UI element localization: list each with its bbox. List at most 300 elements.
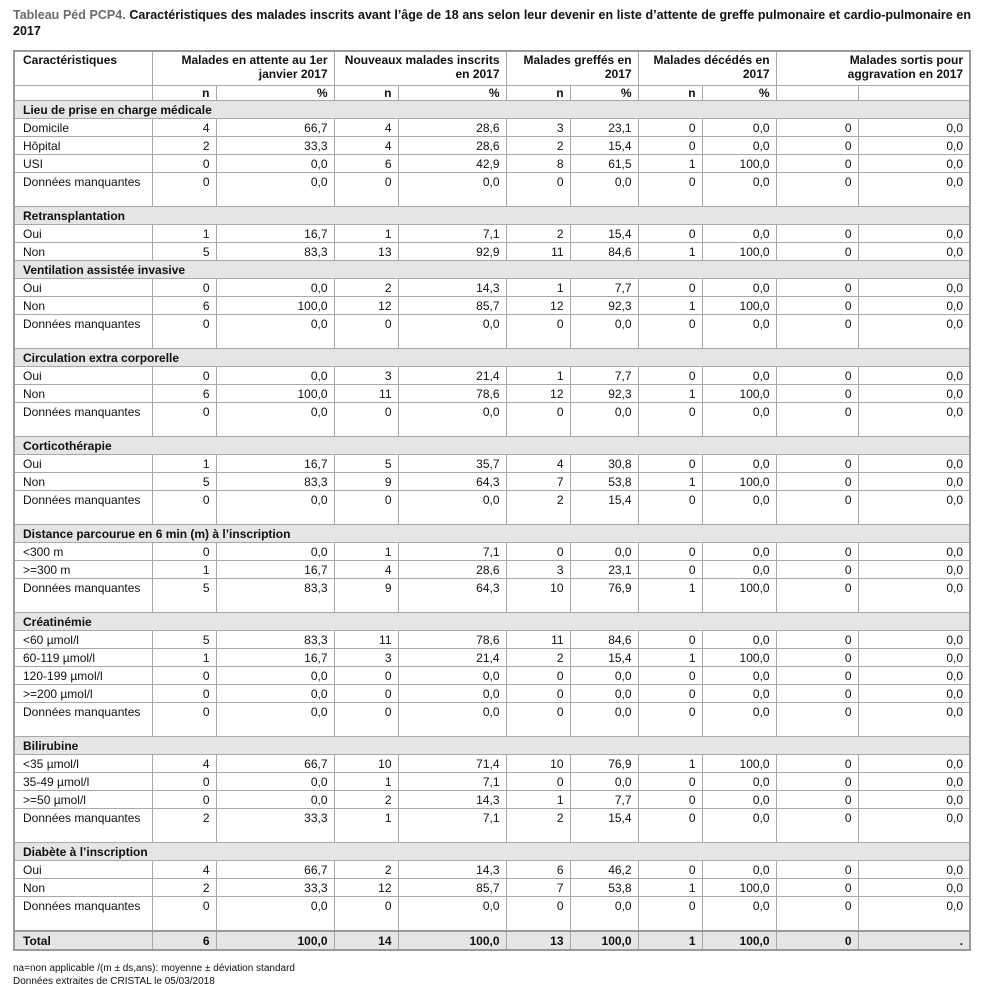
cell-count: 0	[152, 773, 216, 791]
cell-percent: 0,0	[570, 543, 638, 561]
cell-count: 3	[334, 649, 398, 667]
cell-percent: 0,0	[702, 809, 776, 843]
header-group: Malades décédés en 2017	[638, 51, 776, 86]
header-unit: n	[506, 86, 570, 101]
cell-percent: 64,3	[398, 473, 506, 491]
cell-count: 0	[776, 279, 858, 297]
cell-count: 0	[638, 367, 702, 385]
cell-count: 0	[638, 173, 702, 207]
section-title: Bilirubine	[14, 737, 970, 755]
row-label: Données manquantes	[14, 315, 152, 349]
cell-count: 0	[506, 773, 570, 791]
cell-percent: 100,0	[702, 297, 776, 315]
table-row	[14, 225, 970, 243]
cell-count: 5	[152, 473, 216, 491]
table-row	[14, 491, 970, 525]
table-number: Tableau Péd PCP4.	[13, 8, 126, 22]
cell-count: 0	[152, 155, 216, 173]
row-label: <300 m	[14, 543, 152, 561]
cell-count: 2	[506, 809, 570, 843]
table-row	[14, 861, 970, 879]
row-label: Données manquantes	[14, 897, 152, 932]
cell-percent: 35,7	[398, 455, 506, 473]
cell-count: 0	[334, 897, 398, 932]
cell-percent: 53,8	[570, 473, 638, 491]
cell-percent: 0,0	[858, 385, 970, 403]
cell-percent: 15,4	[570, 491, 638, 525]
cell-count: 7	[506, 879, 570, 897]
cell-count: 11	[334, 385, 398, 403]
cell-count: 0	[776, 879, 858, 897]
section-header-row	[14, 261, 970, 279]
header-unit: %	[216, 86, 334, 101]
cell-count: 0	[638, 403, 702, 437]
table-row	[14, 473, 970, 491]
cell-percent: 0,0	[702, 491, 776, 525]
cell-percent: 0,0	[398, 403, 506, 437]
document-page	[13, 7, 973, 987]
total-percent: 100,0	[570, 931, 638, 950]
total-percent: 100,0	[702, 931, 776, 950]
cell-percent: 66,7	[216, 861, 334, 879]
cell-percent: 0,0	[858, 279, 970, 297]
cell-percent: 7,1	[398, 809, 506, 843]
cell-count: 0	[638, 137, 702, 155]
cell-count: 0	[638, 119, 702, 137]
cell-percent: 92,9	[398, 243, 506, 261]
row-label: 120-199 µmol/l	[14, 667, 152, 685]
cell-percent: 0,0	[702, 897, 776, 932]
cell-percent: 71,4	[398, 755, 506, 773]
cell-percent: 83,3	[216, 473, 334, 491]
cell-count: 0	[638, 543, 702, 561]
section-title: Distance parcourue en 6 min (m) à l’inscription	[14, 525, 970, 543]
cell-count: 0	[152, 667, 216, 685]
row-label: Non	[14, 243, 152, 261]
table-row	[14, 243, 970, 261]
cell-percent: 0,0	[858, 119, 970, 137]
cell-percent: 16,7	[216, 225, 334, 243]
cell-percent: 0,0	[858, 243, 970, 261]
cell-count: 2	[334, 279, 398, 297]
cell-percent: 0,0	[858, 543, 970, 561]
table-row	[14, 137, 970, 155]
cell-count: 0	[638, 225, 702, 243]
cell-count: 2	[334, 861, 398, 879]
cell-percent: 42,9	[398, 155, 506, 173]
cell-count: 1	[334, 543, 398, 561]
cell-percent: 100,0	[702, 755, 776, 773]
table-row	[14, 279, 970, 297]
cell-count: 0	[776, 367, 858, 385]
cell-percent: 78,6	[398, 385, 506, 403]
table-row	[14, 631, 970, 649]
row-label: Oui	[14, 455, 152, 473]
cell-percent: 0,0	[702, 703, 776, 737]
cell-count: 0	[334, 667, 398, 685]
cell-count: 0	[152, 543, 216, 561]
cell-percent: 7,1	[398, 773, 506, 791]
row-label: <60 µmol/l	[14, 631, 152, 649]
row-label: >=300 m	[14, 561, 152, 579]
cell-count: 0	[776, 455, 858, 473]
cell-count: 0	[638, 455, 702, 473]
cell-percent: 100,0	[702, 579, 776, 613]
cell-count: 3	[334, 367, 398, 385]
cell-percent: 15,4	[570, 137, 638, 155]
total-row	[14, 931, 970, 950]
cell-percent: 0,0	[216, 773, 334, 791]
cell-count: 7	[506, 473, 570, 491]
header-unit: %	[570, 86, 638, 101]
cell-count: 5	[152, 579, 216, 613]
cell-count: 0	[638, 279, 702, 297]
cell-percent: 0,0	[398, 315, 506, 349]
cell-count: 0	[776, 155, 858, 173]
row-label: Données manquantes	[14, 403, 152, 437]
cell-count: 2	[152, 879, 216, 897]
cell-percent: 100,0	[702, 879, 776, 897]
cell-percent: 100,0	[702, 385, 776, 403]
cell-count: 0	[776, 243, 858, 261]
cell-count: 12	[506, 297, 570, 315]
cell-count: 0	[506, 315, 570, 349]
cell-count: 1	[152, 225, 216, 243]
cell-count: 0	[506, 543, 570, 561]
cell-count: 10	[334, 755, 398, 773]
characteristics-table	[13, 50, 971, 951]
row-label: 35-49 µmol/l	[14, 773, 152, 791]
cell-count: 1	[638, 879, 702, 897]
cell-count: 1	[638, 385, 702, 403]
cell-count: 11	[334, 631, 398, 649]
row-label: Données manquantes	[14, 491, 152, 525]
cell-count: 1	[638, 473, 702, 491]
header-unit: n	[334, 86, 398, 101]
cell-count: 1	[334, 225, 398, 243]
cell-count: 0	[334, 491, 398, 525]
cell-percent: 85,7	[398, 297, 506, 315]
cell-percent: 64,3	[398, 579, 506, 613]
cell-count: 0	[776, 755, 858, 773]
cell-percent: 33,3	[216, 879, 334, 897]
cell-count: 0	[776, 315, 858, 349]
cell-percent: 0,0	[858, 297, 970, 315]
table-row	[14, 879, 970, 897]
table-row	[14, 455, 970, 473]
cell-percent: 0,0	[858, 473, 970, 491]
cell-count: 1	[638, 579, 702, 613]
row-label: Non	[14, 385, 152, 403]
cell-percent: 0,0	[702, 685, 776, 703]
cell-count: 0	[152, 315, 216, 349]
cell-percent: 7,1	[398, 543, 506, 561]
header-row-units	[14, 86, 970, 101]
cell-count: 0	[776, 703, 858, 737]
cell-percent: 92,3	[570, 385, 638, 403]
cell-count: 0	[152, 703, 216, 737]
cell-percent: 0,0	[702, 225, 776, 243]
cell-percent: 0,0	[858, 631, 970, 649]
cell-count: 0	[334, 703, 398, 737]
cell-count: 0	[334, 685, 398, 703]
cell-percent: 23,1	[570, 561, 638, 579]
cell-percent: 0,0	[858, 897, 970, 932]
cell-count: 0	[506, 173, 570, 207]
cell-percent: 46,2	[570, 861, 638, 879]
cell-count: 0	[334, 403, 398, 437]
cell-count: 2	[506, 137, 570, 155]
cell-percent: 66,7	[216, 755, 334, 773]
cell-percent: 92,3	[570, 297, 638, 315]
section-header-row	[14, 613, 970, 631]
section-title: Lieu de prise en charge médicale	[14, 101, 970, 119]
cell-percent: 0,0	[216, 897, 334, 932]
cell-count: 0	[152, 685, 216, 703]
section-header-row	[14, 843, 970, 861]
header-caracteristiques: Caractéristiques	[14, 51, 152, 86]
cell-percent: 0,0	[702, 367, 776, 385]
cell-percent: 0,0	[216, 403, 334, 437]
cell-percent: 16,7	[216, 649, 334, 667]
table-row	[14, 667, 970, 685]
table-row	[14, 561, 970, 579]
cell-percent: 15,4	[570, 225, 638, 243]
cell-count: 1	[506, 279, 570, 297]
cell-percent: 100,0	[216, 297, 334, 315]
cell-count: 0	[638, 561, 702, 579]
cell-count: 1	[638, 649, 702, 667]
cell-count: 0	[334, 173, 398, 207]
cell-percent: 0,0	[858, 367, 970, 385]
cell-percent: 0,0	[702, 279, 776, 297]
cell-count: 9	[334, 473, 398, 491]
footnote-source: Données extraites de CRISTAL le 05/03/2018	[13, 976, 215, 987]
section-header-row	[14, 437, 970, 455]
cell-count: 0	[776, 649, 858, 667]
cell-percent: 0,0	[858, 155, 970, 173]
cell-percent: 0,0	[858, 649, 970, 667]
section-title: Circulation extra corporelle	[14, 349, 970, 367]
table-row	[14, 367, 970, 385]
cell-percent: 14,3	[398, 279, 506, 297]
table-row	[14, 773, 970, 791]
cell-percent: 76,9	[570, 579, 638, 613]
cell-percent: 21,4	[398, 367, 506, 385]
table-row	[14, 579, 970, 613]
cell-percent: 0,0	[702, 631, 776, 649]
cell-count: 4	[506, 455, 570, 473]
cell-percent: 0,0	[570, 897, 638, 932]
cell-count: 12	[334, 297, 398, 315]
cell-percent: 28,6	[398, 137, 506, 155]
header-unit	[776, 86, 858, 101]
cell-percent: 83,3	[216, 579, 334, 613]
cell-count: 0	[152, 279, 216, 297]
row-label: Données manquantes	[14, 703, 152, 737]
cell-count: 1	[152, 649, 216, 667]
total-percent: .	[858, 931, 970, 950]
row-label: Données manquantes	[14, 579, 152, 613]
header-unit: %	[702, 86, 776, 101]
cell-count: 0	[776, 403, 858, 437]
row-label: >=50 µmol/l	[14, 791, 152, 809]
cell-count: 2	[506, 491, 570, 525]
table-row	[14, 703, 970, 737]
cell-percent: 0,0	[702, 455, 776, 473]
cell-count: 0	[152, 897, 216, 932]
section-title: Créatinémie	[14, 613, 970, 631]
cell-count: 0	[638, 703, 702, 737]
cell-count: 1	[334, 809, 398, 843]
cell-percent: 100,0	[702, 243, 776, 261]
cell-count: 0	[776, 225, 858, 243]
row-label: Oui	[14, 367, 152, 385]
cell-count: 0	[776, 137, 858, 155]
cell-percent: 30,8	[570, 455, 638, 473]
cell-percent: 0,0	[398, 897, 506, 932]
row-label: Oui	[14, 861, 152, 879]
cell-percent: 0,0	[858, 491, 970, 525]
cell-percent: 100,0	[702, 649, 776, 667]
cell-percent: 28,6	[398, 119, 506, 137]
cell-percent: 85,7	[398, 879, 506, 897]
footnote-abbreviations: na=non applicable /(m ± ds,ans): moyenne ± déviation standard	[13, 963, 295, 974]
total-count: 14	[334, 931, 398, 950]
cell-percent: 83,3	[216, 243, 334, 261]
cell-percent: 0,0	[216, 543, 334, 561]
table-row	[14, 315, 970, 349]
cell-percent: 53,8	[570, 879, 638, 897]
cell-count: 9	[334, 579, 398, 613]
row-label: USI	[14, 155, 152, 173]
cell-percent: 0,0	[858, 403, 970, 437]
cell-count: 1	[152, 561, 216, 579]
cell-count: 0	[638, 791, 702, 809]
cell-count: 4	[334, 119, 398, 137]
cell-count: 0	[776, 897, 858, 932]
cell-count: 0	[776, 773, 858, 791]
cell-percent: 7,7	[570, 791, 638, 809]
cell-percent: 84,6	[570, 243, 638, 261]
cell-count: 2	[152, 137, 216, 155]
cell-percent: 0,0	[858, 879, 970, 897]
cell-percent: 0,0	[702, 119, 776, 137]
table-row	[14, 119, 970, 137]
cell-count: 0	[152, 791, 216, 809]
cell-percent: 0,0	[570, 685, 638, 703]
cell-percent: 23,1	[570, 119, 638, 137]
cell-percent: 7,7	[570, 279, 638, 297]
cell-count: 4	[334, 561, 398, 579]
table-row	[14, 755, 970, 773]
cell-percent: 0,0	[216, 667, 334, 685]
cell-count: 2	[506, 649, 570, 667]
cell-count: 5	[334, 455, 398, 473]
cell-count: 2	[506, 225, 570, 243]
cell-percent: 7,7	[570, 367, 638, 385]
table-row	[14, 685, 970, 703]
cell-percent: 76,9	[570, 755, 638, 773]
cell-count: 0	[334, 315, 398, 349]
header-group: Malades en attente au 1er janvier 2017	[152, 51, 334, 86]
cell-percent: 0,0	[702, 773, 776, 791]
cell-percent: 0,0	[858, 455, 970, 473]
header-unit: %	[398, 86, 506, 101]
cell-percent: 78,6	[398, 631, 506, 649]
cell-count: 1	[638, 755, 702, 773]
section-title: Retransplantation	[14, 207, 970, 225]
total-count: 0	[776, 931, 858, 950]
cell-count: 2	[334, 791, 398, 809]
cell-percent: 100,0	[216, 385, 334, 403]
cell-count: 0	[638, 631, 702, 649]
cell-count: 1	[152, 455, 216, 473]
cell-percent: 14,3	[398, 861, 506, 879]
header-unit: n	[638, 86, 702, 101]
cell-count: 0	[506, 403, 570, 437]
row-label: <35 µmol/l	[14, 755, 152, 773]
cell-percent: 0,0	[858, 173, 970, 207]
cell-percent: 0,0	[216, 173, 334, 207]
section-header-row	[14, 349, 970, 367]
cell-percent: 0,0	[702, 173, 776, 207]
cell-count: 0	[776, 473, 858, 491]
row-label: Données manquantes	[14, 809, 152, 843]
cell-percent: 0,0	[858, 773, 970, 791]
cell-percent: 0,0	[570, 315, 638, 349]
cell-count: 1	[638, 155, 702, 173]
total-percent: 100,0	[216, 931, 334, 950]
cell-percent: 0,0	[858, 579, 970, 613]
cell-percent: 0,0	[570, 703, 638, 737]
cell-count: 0	[506, 685, 570, 703]
cell-percent: 0,0	[398, 667, 506, 685]
table-row	[14, 173, 970, 207]
total-count: 13	[506, 931, 570, 950]
cell-count: 0	[638, 315, 702, 349]
header-unit	[858, 86, 970, 101]
cell-percent: 0,0	[216, 315, 334, 349]
row-label: Oui	[14, 279, 152, 297]
cell-count: 6	[152, 385, 216, 403]
cell-count: 0	[638, 685, 702, 703]
cell-count: 12	[506, 385, 570, 403]
cell-count: 0	[506, 897, 570, 932]
cell-percent: 0,0	[702, 561, 776, 579]
cell-percent: 15,4	[570, 809, 638, 843]
cell-count: 4	[152, 119, 216, 137]
cell-count: 2	[152, 809, 216, 843]
row-label: Hôpital	[14, 137, 152, 155]
cell-percent: 0,0	[858, 755, 970, 773]
cell-count: 0	[506, 667, 570, 685]
row-label: Non	[14, 473, 152, 491]
cell-count: 0	[638, 773, 702, 791]
cell-count: 1	[638, 297, 702, 315]
row-label: Oui	[14, 225, 152, 243]
cell-count: 0	[776, 543, 858, 561]
header-group: Malades sortis pour aggravation en 2017	[776, 51, 970, 86]
cell-count: 0	[776, 385, 858, 403]
header-group: Nouveaux malades inscrits en 2017	[334, 51, 506, 86]
cell-count: 0	[638, 861, 702, 879]
cell-percent: 0,0	[570, 667, 638, 685]
cell-count: 0	[152, 403, 216, 437]
header-unit: n	[152, 86, 216, 101]
cell-percent: 0,0	[858, 561, 970, 579]
row-label: Données manquantes	[14, 173, 152, 207]
